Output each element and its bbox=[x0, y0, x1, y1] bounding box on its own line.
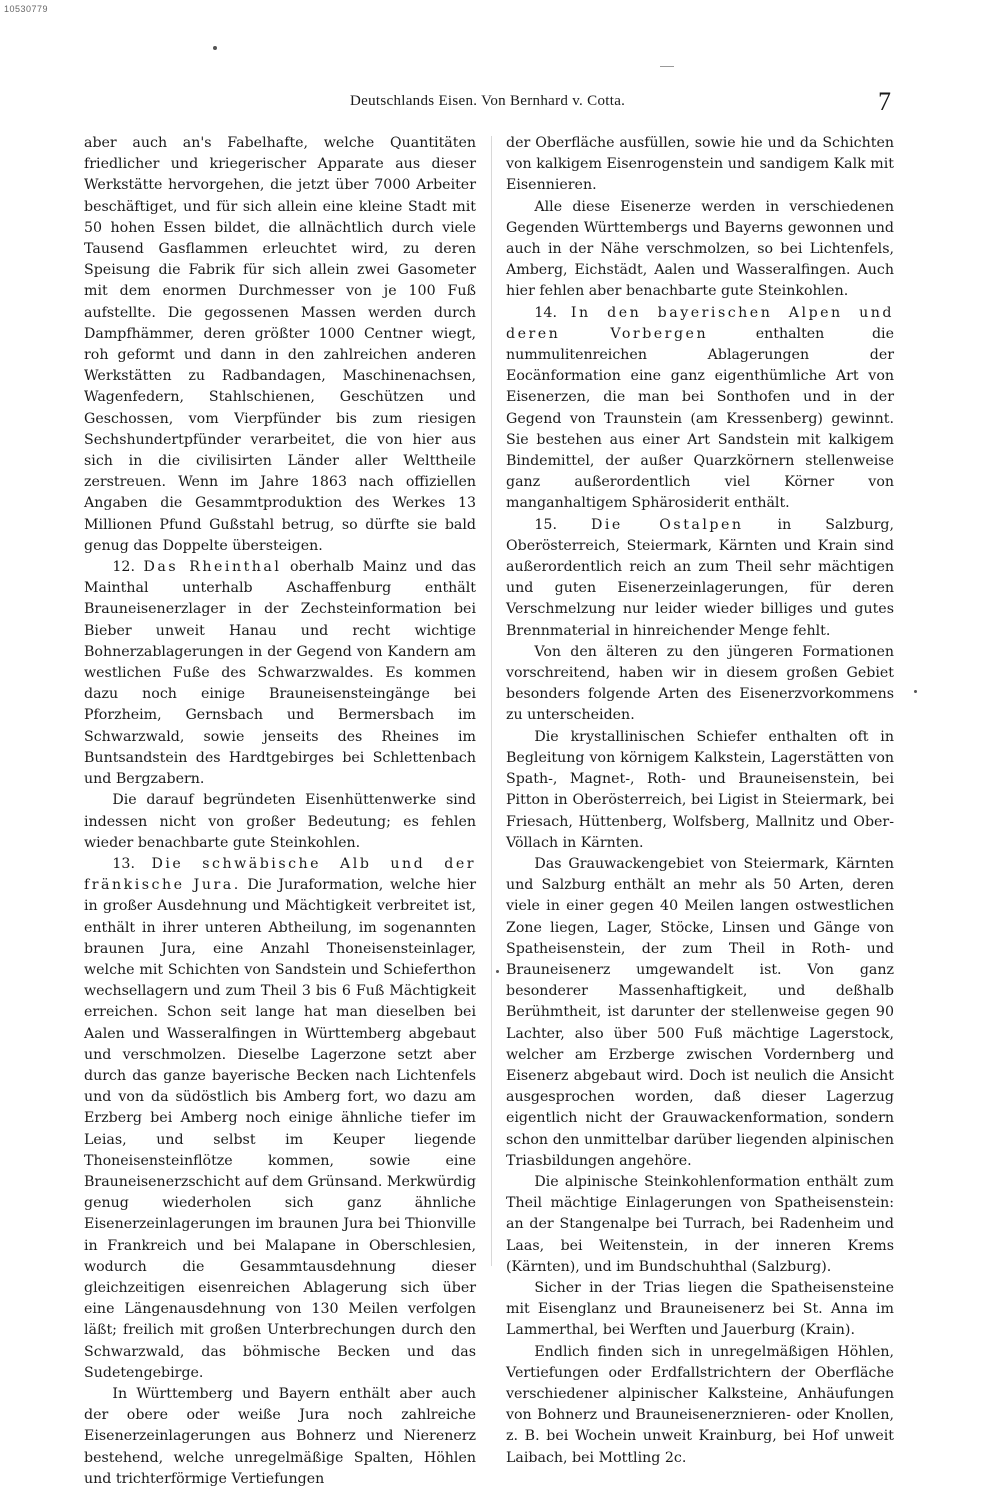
section-15 bbox=[506, 515, 894, 642]
section-number: 14. bbox=[534, 304, 557, 321]
print-mark bbox=[660, 66, 674, 67]
section-number: 12. bbox=[112, 559, 135, 576]
running-head: Deutschlands Eisen. Von Bernhard v. Cotta. bbox=[350, 93, 626, 109]
page-header bbox=[0, 87, 1000, 116]
section-14 bbox=[506, 303, 894, 515]
paragraph: Die darauf begründeten Eisenhüttenwerke sind indessen nicht von großer Bedeutung; es fehlen wieder benachbarte gute Steinkohlen. bbox=[84, 792, 476, 851]
paragraph: Von den älteren zu den jüngeren Formationen vorschreitend, haben wir in diesem großen Gebiet besonders folgende Arten des Eisenerzvorkommens zu unterscheiden. bbox=[506, 643, 894, 724]
archive-id: 10530779 bbox=[4, 4, 49, 14]
paragraph-text: Die Juraformation, welche hier in großer Ausdehnung und Mächtigkeit verbreitet ist, enthält in ihrer unteren Abtheilung, im sogenannten braunen Jura, eine Anzahl Thoneisensteinlager, welche mit Schichten von Sandstein und Schieferthon wechsellagern und zum Theil 3 bis 6 Fuß Mächtigkeit erreichen. Schon seit lange hat man dieselben bei Aalen und Wasseralfingen in Württemberg abgebaut und verschmolzen. Dieselbe Lagerzone setzt aber durch das ganze bayerische Becken nach Lichtenfels und von da südöstlich bis Amberg fort, wo dazu am Erzberg bei Amberg noch einige ähnliche tiefer im Leias, und selbst im Keuper liegende Thoneisensteinflötze kommen, sowie eine Brauneisenerzschicht auf dem Grünsand. Merkwürdig genug wiederholen sich ganz ähnliche Eisenerzeinlagerungen im braunen Jura bei Thionville in Frankreich und bei Malapane in Oberschlesien, wodurch die Gesammtausdehnung dieser gleichzeitigen eisenreichen Ablagerung sich über eine Längenausdehnung von 130 Meilen verfolgen läßt; freilich mit großen Unterbrechungen durch den Schwarzwald, das böhmische Becken und das Sudetengebirge. bbox=[84, 877, 477, 1381]
paragraph: Die alpinische Steinkohlenformation enthält zum Theil mächtige Einlagerungen von Spatheisenstein: an der Stangenalpe bei Turrach, bei Radenheim und Laas, bei Weitenstein, in der inneren Krems (Kärnten), und im Bundschuhthal (Salzburg). bbox=[506, 1173, 894, 1275]
section-13 bbox=[84, 854, 476, 1384]
paragraph: In Württemberg und Bayern enthält aber auch der obere oder weiße Jura noch zahlreiche Eisenerzeinlagerungen aus Bohnerz und Nierenerz bestehend, welche unregelmäßige Spalten, Höhlen und trichterförmige Vertiefungen bbox=[84, 1385, 476, 1487]
section-heading: Die schwäbische Alb und der fränkische Jura. bbox=[84, 855, 476, 894]
paragraph: Die krystallinischen Schiefer enthalten oft in Begleitung von körnigem Kalkstein, Lagerstätten von Spath-, Magnet-, Roth- und Brauneisenstein, bei Pitton in Oberösterreich, bei Ligist in Steiermark, bei Friesach, Hüttenberg, Wolfsberg, Mallnitz und Ober-Völlach in Kärnten. bbox=[506, 728, 894, 851]
section-heading: In den bayerischen Alpen und deren Vorbergen bbox=[506, 304, 894, 342]
section-heading: Die Ostalpen bbox=[590, 516, 744, 533]
column-divider bbox=[491, 136, 492, 1266]
paragraph: Endlich finden sich in unregelmäßigen Höhlen, Vertiefungen oder Erdfallstrichtern der Oberfläche verschiedener alpinischer Kalksteine, Anhäufungen von Bohnerz und Brauneisenerznieren- oder Knollen, z. B. bei Wochein unweit Krainburg, bei Hof unweit Laibach, bei Mottling 2c. bbox=[506, 1343, 894, 1466]
print-speck bbox=[914, 690, 917, 693]
section-number: 15. bbox=[534, 516, 557, 533]
section-heading: Das Rheinthal bbox=[143, 559, 282, 576]
paragraph: aber auch an's Fabelhafte, welche Quantitäten friedlicher und kriegerischer Apparate aus dieser Werkstätte hervorgehen, die jetzt über 7000 Arbeiter beschäftiget, und für sich allein eine kleine Stadt mit 50 hohen Essen bildet, die allnächtlich durch viele Tausend Gasflammen erleuchtet wird, zu deren Speisung die Fabrik für sich allein zwei Gasometer mit dem enormen Durchmesser von je 100 Fuß aufstellte. Die gegossenen Massen werden durch Dampfhämmer, deren größter 1000 Centner wiegt, roh geformt und dann in den zahlreichen anderen Werkstätten zu Radbandagen, Maschinenachsen, Wagenfedern, Stahlschienen, Geschützen und Geschossen, vom Vierpfünder bis zum riesigen Sechshundertpfünder verarbeitet, die von hier aus sich in die civilisirten Länder aller Welttheile zerstreuen. Wenn im Jahre 1863 nach offiziellen Angaben die Gesammtproduktion des Werkes 13 Millionen Pfund Gußstahl betrug, so dürfte sie bald genug das Doppelte übersteigen. bbox=[84, 135, 476, 554]
paragraph: der Oberfläche ausfüllen, sowie hie und da Schichten von kalkigem Eisenrogenstein und sandigem Kalk mit Eisennieren. bbox=[506, 135, 894, 194]
paragraph: Sicher in der Trias liegen die Spatheisensteine mit Eisenglanz und Brauneisenerz bei St. Anna im Lammerthal, bei Werften und Jauerburg (Krain). bbox=[506, 1279, 894, 1339]
print-speck bbox=[496, 970, 499, 973]
paragraph-text: oberhalb Mainz und das Mainthal unterhalb Aschaffenburg enthält Brauneisenerzlager in der Zechsteinformation bei Bieber unweit Hanau und recht wichtige Bohnerzablagerungen in der Gegend von Kandern am westlichen Fuße des Schwarzwaldes. Es kommen dazu noch einige Brauneisensteingänge bei Pforzheim, Gernsbach und Bermersbach im Schwarzwald, sowie jenseits des Rheines im Buntsandstein des Hardtgebirges bei Schlettenbach und Bergzabern. bbox=[84, 559, 476, 788]
paragraph-text: enthalten die nummulitenreichen Ablagerungen der Eocänformation eine ganz eigenthümliche Art von Eisenerzen, die man bei Sonthofen und in der Gegend von Traunstein (am Kressenberg) gewinnt. Sie bestehen aus einer Art Sandstein mit kalkigem Bindemittel, der außer Quarzkörnern stellenweise ganz außerordentlich viel Körner von manganhaltigem Sphärosiderit enthält. bbox=[506, 325, 894, 512]
section-number: 13. bbox=[112, 855, 135, 872]
section-12 bbox=[84, 557, 476, 790]
paragraph-text: in Salzburg, Oberösterreich, Steiermark, Kärnten und Krain sind außerordentlich reich an zum Theil sehr mächtigen und guten Eisenerzeinlagerungen, für deren Verschmelzung nur leider wieder billiges und gutes Brennmaterial in hinreichender Menge fehlt. bbox=[506, 516, 895, 639]
right-column bbox=[506, 133, 894, 1469]
paragraph: Alle diese Eisenerze werden in verschiedenen Gegenden Württembergs und Bayerns gewonnen und auch in der Nähe verschmolzen, so bei Lichtenfels, Amberg, Eichstädt, Aalen und Wasseralfingen. Auch hier fehlen aber benachbarte gute Steinkohlen. bbox=[506, 198, 894, 300]
print-speck bbox=[213, 46, 217, 50]
left-column bbox=[84, 133, 476, 1490]
page-number: 7 bbox=[878, 87, 891, 116]
paragraph: Das Grauwackengebiet von Steiermark, Kärnten und Salzburg enthält an mehr als 50 Arten, deren viele in einer gegen 40 Meilen langen ostwestlichen Zone liegen, Lager, Stöcke, Linsen und Gänge von Spatheisenstein, der zum Theil in Roth- und Brauneisenerz umgewandelt ist. Von ganz besonderer Massenhaftigkeit, und deßhalb Berühmtheit, ist darunter der stellenweise gegen 90 Lachter, also über 500 Fuß mächtige Lagerstock, welcher am Erzberge zwischen Vordernberg und Eisenerz abgebaut wird. Doch ist neulich die Ansicht ausgesprochen worden, daß dieser Lagerzug eigentlich nicht der Grauwackenformation, sondern schon den unmittelbar darüber liegenden alpinischen Triasbildungen angehöre. bbox=[506, 855, 894, 1169]
